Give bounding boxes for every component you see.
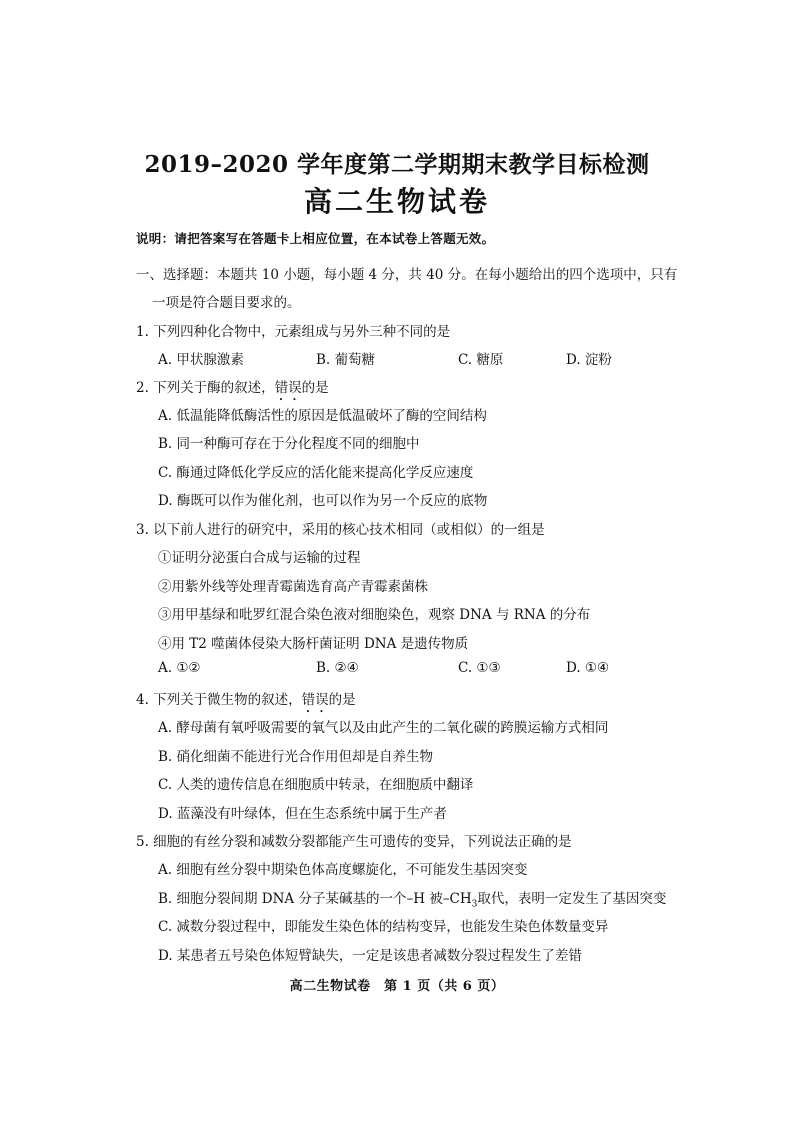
question-2-option-d: D. 酶既可以作为催化剂，也可以作为另一个反应的底物 xyxy=(158,493,488,509)
exam-title: 2019–2020 学年度第二学期期末教学目标检测 xyxy=(144,151,650,178)
question-1-option-c: C. 糖原 xyxy=(458,352,504,368)
question-3-item-1: ①证明分泌蛋白合成与运输的过程 xyxy=(158,550,361,566)
question-3-stem: 3. 以下前人进行的研究中，采用的核心技术相同（或相似）的一组是 xyxy=(136,522,545,538)
question-3-option-a: A. ①② xyxy=(158,660,201,676)
question-2-stem xyxy=(136,376,329,404)
question-4-option-c: C. 人类的遗传信息在细胞质中转录，在细胞质中翻译 xyxy=(158,777,474,793)
question-4-option-a: A. 酵母菌有氧呼吸需要的氧气以及由此产生的二氧化碳的跨膜运输方式相同 xyxy=(158,720,609,736)
question-5-option-b-prefix: B. 细胞分裂间期 DNA 分子某碱基的一个–H 被–CH xyxy=(158,891,472,907)
question-2-option-b: B. 同一种酶可存在于分化程度不同的细胞中 xyxy=(158,436,420,452)
question-3-option-b: B. ②④ xyxy=(316,660,359,676)
question-3-options xyxy=(158,660,678,680)
question-4-stem-emphasis: 错误 xyxy=(301,692,329,708)
question-4-stem xyxy=(136,688,356,716)
question-3-item-4: ④用 T2 噬菌体侵染大肠杆菌证明 DNA 是遗传物质 xyxy=(158,636,469,652)
question-2-stem-suffix: 的是 xyxy=(301,380,329,396)
question-3-item-2: ②用紫外线等处理青霉菌选育高产青霉素菌株 xyxy=(158,579,428,595)
question-2-option-a: A. 低温能降低酶活性的原因是低温破坏了酶的空间结构 xyxy=(158,408,487,424)
question-5-option-b xyxy=(158,887,666,910)
question-1-option-d: D. 淀粉 xyxy=(566,352,612,368)
question-2-stem-prefix: 2. 下列关于酶的叙述， xyxy=(136,380,275,396)
question-2-stem-emphasis: 错误 xyxy=(274,380,302,396)
question-4-option-b: B. 硝化细菌不能进行光合作用但却是自养生物 xyxy=(158,749,434,765)
question-5-stem: 5. 细胞的有丝分裂和减数分裂都能产生可遗传的变异，下列说法正确的是 xyxy=(136,834,572,850)
question-1-option-b: B. 葡萄糖 xyxy=(316,352,376,368)
question-5-option-c: C. 减数分裂过程中，即能发生染色体的结构变异，也能发生染色体数量变异 xyxy=(158,919,609,935)
exam-subject-title: 高二生物试卷 xyxy=(303,185,490,218)
question-5-option-b-suffix: 取代，表明一定发生了基因突变 xyxy=(477,891,667,907)
question-2-option-c: C. 酶通过降低化学反应的活化能来提高化学反应速度 xyxy=(158,465,474,481)
question-4-stem-suffix: 的是 xyxy=(328,692,356,708)
question-1-option-a: A. 甲状腺激素 xyxy=(158,352,244,368)
section-heading: 一、选择题：本题共 10 小题，每小题 4 分，共 40 分。在每小题给出的四个选项中，只有 xyxy=(136,267,678,283)
page-footer: 高二生物试卷 第 1 页（共 6 页） xyxy=(289,979,505,994)
question-5-option-d: D. 某患者五号染色体短臂缺失，一定是该患者减数分裂过程发生了差错 xyxy=(158,948,582,964)
question-5-option-a: A. 细胞有丝分裂中期染色体高度螺旋化，不可能发生基因突变 xyxy=(158,862,528,878)
question-3-item-3: ③用甲基绿和吡罗红混合染色液对细胞染色，观察 DNA 与 RNA 的分布 xyxy=(158,607,591,623)
question-5-option-b-subscript: 3 xyxy=(471,899,478,910)
question-1-options xyxy=(158,348,678,368)
question-4-stem-prefix: 4. 下列关于微生物的叙述， xyxy=(136,692,302,708)
section-heading-continued: 一项是符合题目要求的。 xyxy=(152,295,301,311)
question-1-stem: 1. 下列四种化合物中，元素组成与另外三种不同的是 xyxy=(136,324,451,340)
question-3-option-d: D. ①④ xyxy=(566,660,610,676)
instructions-note: 说明：请把答案写在答题卡上相应位置，在本试卷上答题无效。 xyxy=(136,231,495,246)
question-3-option-c: C. ①③ xyxy=(458,660,501,676)
question-4-option-d: D. 蓝藻没有叶绿体，但在生态系统中属于生产者 xyxy=(158,806,447,822)
